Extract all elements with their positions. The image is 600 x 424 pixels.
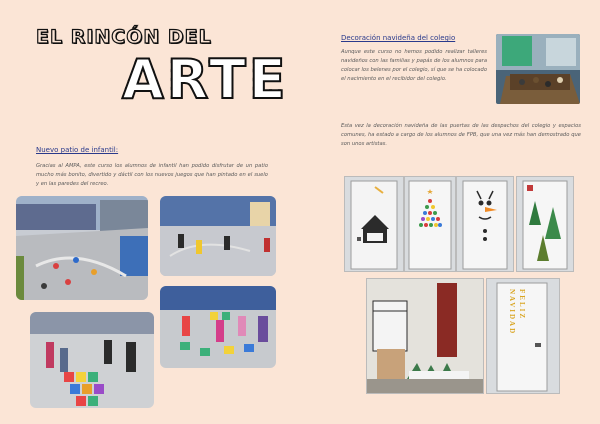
title-line-2 [122,50,289,110]
sign-word-navidad: NAVIDAD [508,289,516,336]
playground-photo-4 [160,286,276,368]
christmas-paragraph-2: Esta vez la decoración navideña de las puertas de las despachos del colegio y espacios comunes, ha estado a cargo de los alumnos de FPB, que una vez más han demostrado que son unos artistas. [341,123,581,147]
nativity-photo [496,34,580,104]
christmas-paragraph-1: Aunque este curso no hemos podido realizar talleres navideños con las familias y papás de los alumnos para colocar los belenes por el colegio, sí que se ha colocado el nacimiento en el recibidor del colegio. [341,49,487,82]
playground-photo-3 [30,312,154,408]
door-photo-snowman [456,176,514,272]
door-photo-nativity [344,176,404,272]
door-photo-trees [516,176,574,272]
playground-photo-1 [16,196,148,300]
feliz-navidad-sign [507,289,527,385]
playground-paragraph: Gracias al AMPA, este curso los alumnos de infantil han podido disfrutar de un patio mucho más bonito, divertido y dáctil con los nuevos juegos que han pintado en el suelo y en las paredes del recreo. [36,163,268,187]
title-arte: ARTE [122,48,289,111]
playground-photo-2 [160,196,276,276]
playground-heading: Nuevo patio de infantil: [36,146,119,154]
title-line-1: EL RINCÓN DEL [36,26,212,48]
school-entrance-photo [366,278,484,394]
door-feliz-navidad [486,278,560,394]
christmas-heading: Decoración navideña del colegio [341,34,456,42]
sign-word-feliz: FELIZ [518,289,526,321]
door-photo-tree [404,176,456,272]
